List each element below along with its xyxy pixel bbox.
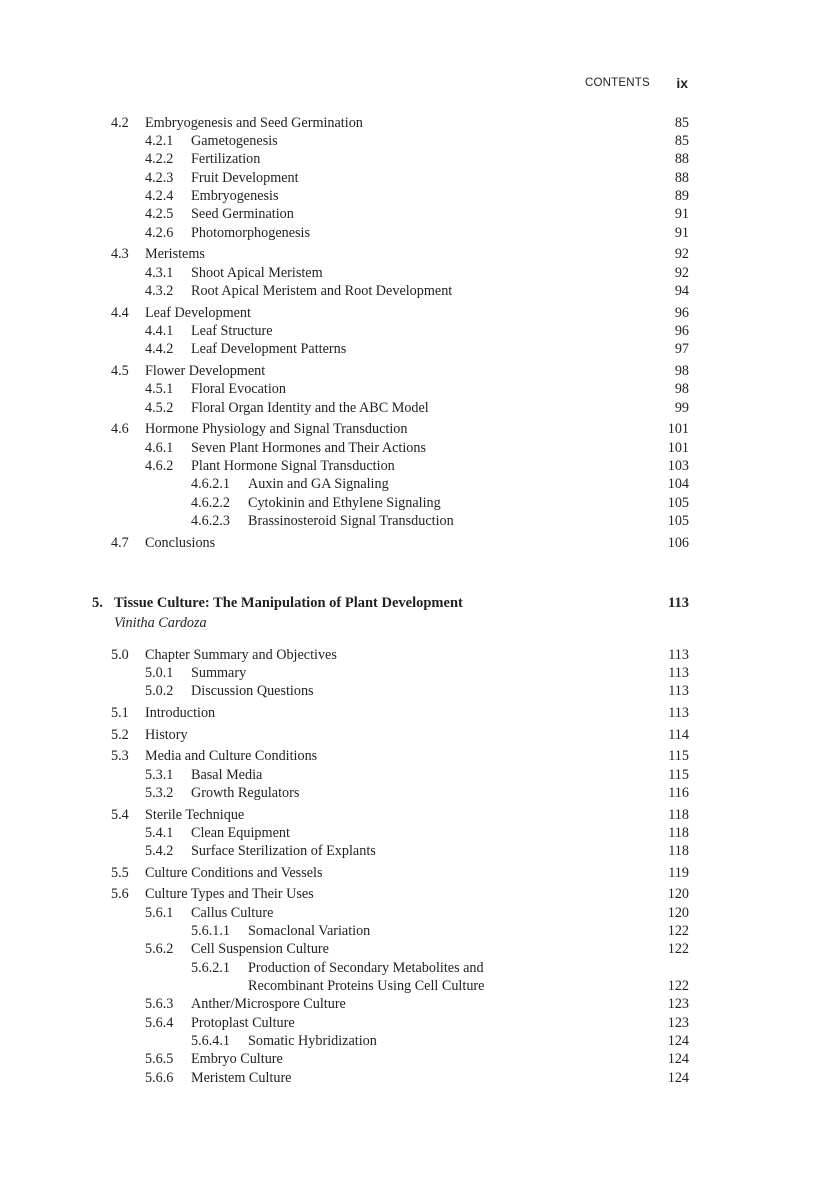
section-title: Callus Culture (191, 905, 274, 921)
section-title: Conclusions (145, 535, 216, 551)
toc-entry[interactable] (0, 340, 840, 358)
page-number: 101 (667, 421, 689, 437)
toc-entry[interactable] (0, 1032, 840, 1050)
section-number: 4.6.1 (145, 440, 174, 456)
toc-entry[interactable] (0, 150, 840, 168)
toc-entry[interactable] (0, 1014, 840, 1032)
toc-entry[interactable] (0, 224, 840, 242)
section-number: 4.3.2 (145, 283, 174, 299)
toc-entry[interactable] (0, 380, 840, 398)
page-number: 101 (667, 440, 689, 456)
section-title: Fertilization (191, 151, 261, 167)
section-number: 5.5 (111, 865, 129, 881)
folio-page-number: ix (676, 75, 688, 91)
section-number: 4.3.1 (145, 265, 174, 281)
toc-entry[interactable] (0, 977, 840, 995)
section-title: Leaf Development (145, 305, 251, 321)
section-number: 5.6.1 (145, 905, 174, 921)
section-number: 4.5.2 (145, 400, 174, 416)
section-title: Fruit Development (191, 170, 299, 186)
toc-entry[interactable] (0, 1069, 840, 1087)
page-number: 104 (667, 476, 689, 492)
section-number: 4.7 (111, 535, 129, 551)
section-title: Plant Hormone Signal Transduction (191, 458, 395, 474)
section-number: 4.5.1 (145, 381, 174, 397)
toc-entry[interactable] (0, 494, 840, 512)
toc-entry[interactable] (0, 704, 840, 722)
page-number: 106 (667, 535, 689, 551)
section-number: 4.6.2.1 (191, 476, 231, 492)
section-title: Discussion Questions (191, 683, 314, 699)
section-number: 5.0 (111, 647, 129, 663)
section-title: Meristems (145, 246, 205, 262)
section-number: 5.3 (111, 748, 129, 764)
section-title: Basal Media (191, 767, 263, 783)
toc-entry[interactable] (0, 362, 840, 380)
section-title: Root Apical Meristem and Root Development (191, 283, 453, 299)
section-title: Surface Sterilization of Explants (191, 843, 376, 859)
page-number: 120 (667, 886, 689, 902)
section-number: 5.6.1.1 (191, 923, 231, 939)
page-number: 85 (674, 115, 689, 131)
section-title: Leaf Development Patterns (191, 341, 347, 357)
section-title: Floral Evocation (191, 381, 286, 397)
section-number: 5. (92, 595, 103, 611)
page-number: 122 (667, 941, 689, 957)
page-number: 123 (667, 996, 689, 1012)
page-number: 124 (667, 1033, 689, 1049)
toc-entry[interactable] (0, 264, 840, 282)
toc-entry[interactable] (0, 187, 840, 205)
section-title: Protoplast Culture (191, 1015, 295, 1031)
section-number: 5.6.4 (145, 1015, 174, 1031)
section-title: Somaclonal Variation (248, 923, 371, 939)
section-number: 4.5 (111, 363, 129, 379)
section-title: Gametogenesis (191, 133, 278, 149)
section-title: Media and Culture Conditions (145, 748, 318, 764)
page-number: 98 (674, 363, 689, 379)
page-number: 113 (668, 647, 689, 663)
section-number: 5.6.6 (145, 1070, 174, 1086)
section-number: 5.6.2.1 (191, 960, 231, 976)
page-number: 124 (667, 1070, 689, 1086)
page-number: 116 (668, 785, 689, 801)
section-number: 5.4 (111, 807, 129, 823)
section-number: 4.4.1 (145, 323, 174, 339)
toc-entry[interactable] (0, 726, 840, 744)
toc-entry[interactable] (0, 132, 840, 150)
section-number: 5.6.5 (145, 1051, 174, 1067)
running-head (560, 76, 690, 92)
section-title: Auxin and GA Signaling (248, 476, 389, 492)
section-title: Tissue Culture: The Manipulation of Plant Development (114, 595, 463, 611)
toc-entry[interactable] (0, 922, 840, 940)
page-number: 113 (668, 683, 689, 699)
section-number: 4.2 (111, 115, 129, 131)
section-number: 5.6 (111, 886, 129, 902)
page-number: 118 (668, 807, 689, 823)
section-number: 4.6 (111, 421, 129, 437)
section-title: Summary (191, 665, 247, 681)
section-title: Leaf Structure (191, 323, 273, 339)
toc-entry[interactable] (0, 747, 840, 765)
toc-entry[interactable] (0, 959, 840, 977)
page-number: 97 (674, 341, 689, 357)
section-title: Recombinant Proteins Using Cell Culture (248, 978, 485, 994)
page-number: 89 (674, 188, 689, 204)
page-number: 105 (667, 495, 689, 511)
page-number: 96 (674, 305, 689, 321)
section-title: Meristem Culture (191, 1070, 292, 1086)
section-number: 5.6.4.1 (191, 1033, 231, 1049)
page-number: 92 (674, 246, 689, 262)
section-title: Shoot Apical Meristem (191, 265, 323, 281)
page-number: 91 (674, 225, 689, 241)
section-title: Clean Equipment (191, 825, 290, 841)
page-number: 123 (667, 1015, 689, 1031)
section-title: Seven Plant Hormones and Their Actions (191, 440, 426, 456)
page-number: 118 (668, 843, 689, 859)
toc-entry[interactable] (0, 842, 840, 860)
section-number: 5.4.1 (145, 825, 174, 841)
page-number: 85 (674, 133, 689, 149)
section-title: Embryogenesis and Seed Germination (145, 115, 363, 131)
toc-entry[interactable] (0, 646, 840, 664)
toc-chapter-entry[interactable] (0, 594, 840, 612)
toc-entry[interactable] (0, 824, 840, 842)
section-number: 5.2 (111, 727, 129, 743)
toc-entry[interactable] (0, 304, 840, 322)
toc-entry[interactable] (0, 114, 840, 132)
section-number: 5.0.2 (145, 683, 174, 699)
section-number: 4.2.4 (145, 188, 174, 204)
page-number: 96 (674, 323, 689, 339)
section-number: 5.4.2 (145, 843, 174, 859)
section-title: Production of Secondary Metabolites and (248, 960, 484, 976)
page-number: 115 (668, 748, 689, 764)
toc-entry[interactable] (0, 475, 840, 493)
section-title: Brassinosteroid Signal Transduction (248, 513, 454, 529)
section-number: 5.1 (111, 705, 129, 721)
page-number: 88 (674, 151, 689, 167)
toc-entry[interactable] (0, 512, 840, 530)
toc-entry[interactable] (0, 169, 840, 187)
section-title: Hormone Physiology and Signal Transduction (145, 421, 408, 437)
page-number: 99 (674, 400, 689, 416)
toc-entry[interactable] (0, 766, 840, 784)
toc-entry[interactable] (0, 457, 840, 475)
section-number: 4.2.5 (145, 206, 174, 222)
section-title: Introduction (145, 705, 216, 721)
section-number: 4.4.2 (145, 341, 174, 357)
section-number: 4.2.6 (145, 225, 174, 241)
toc-entry[interactable] (0, 904, 840, 922)
toc-entry[interactable] (0, 682, 840, 700)
page-number: 94 (674, 283, 689, 299)
section-title: Cytokinin and Ethylene Signaling (248, 495, 441, 511)
section-number: 5.3.1 (145, 767, 174, 783)
section-title: Embryogenesis (191, 188, 279, 204)
section-number: 4.2.2 (145, 151, 174, 167)
section-title: Growth Regulators (191, 785, 300, 801)
section-title: Cell Suspension Culture (191, 941, 329, 957)
section-number: 4.6.2.2 (191, 495, 231, 511)
toc-entry[interactable] (0, 399, 840, 417)
page-number: 105 (667, 513, 689, 529)
section-number: 5.3.2 (145, 785, 174, 801)
toc-entry[interactable] (0, 534, 840, 552)
toc-entry[interactable] (0, 282, 840, 300)
section-title: Seed Germination (191, 206, 294, 222)
toc-entry[interactable] (0, 205, 840, 223)
section-title: Somatic Hybridization (248, 1033, 377, 1049)
toc-entry[interactable] (0, 784, 840, 802)
section-number: 4.6.2.3 (191, 513, 231, 529)
toc-entry[interactable] (0, 864, 840, 882)
page-number: 119 (668, 865, 689, 881)
page-number: 91 (674, 206, 689, 222)
section-number: 4.4 (111, 305, 129, 321)
section-number: 4.2.3 (145, 170, 174, 186)
page-number: 114 (668, 727, 689, 743)
toc-entry[interactable] (0, 1050, 840, 1068)
page-number: 124 (667, 1051, 689, 1067)
section-title: Sterile Technique (145, 807, 245, 823)
page-number: 98 (674, 381, 689, 397)
page-number: 88 (674, 170, 689, 186)
toc-entry[interactable] (0, 439, 840, 457)
section-number: 4.2.1 (145, 133, 174, 149)
toc-entry[interactable] (0, 322, 840, 340)
page-number: 122 (667, 978, 689, 994)
page-number: 92 (674, 265, 689, 281)
section-title: Culture Types and Their Uses (145, 886, 314, 902)
section-title: Embryo Culture (191, 1051, 283, 1067)
page-number: 122 (667, 923, 689, 939)
page-number: 113 (668, 705, 689, 721)
section-title: Floral Organ Identity and the ABC Model (191, 400, 429, 416)
chapter-author: Vinitha Cardoza (114, 615, 207, 631)
toc-entry[interactable] (0, 420, 840, 438)
running-head-label: CONTENTS (585, 77, 650, 89)
section-number: 5.6.3 (145, 996, 174, 1012)
toc-entry[interactable] (0, 664, 840, 682)
section-title: Flower Development (145, 363, 266, 379)
page-number: 103 (667, 458, 689, 474)
section-number: 4.3 (111, 246, 129, 262)
section-number: 4.6.2 (145, 458, 174, 474)
toc-entry[interactable] (0, 995, 840, 1013)
section-title: Anther/Microspore Culture (191, 996, 346, 1012)
page-number: 120 (667, 905, 689, 921)
page-number: 115 (668, 767, 689, 783)
toc-entry[interactable] (0, 885, 840, 903)
toc-entry[interactable] (0, 940, 840, 958)
section-number: 5.6.2 (145, 941, 174, 957)
section-number: 5.0.1 (145, 665, 174, 681)
section-title: Culture Conditions and Vessels (145, 865, 323, 881)
page-number: 113 (668, 595, 689, 611)
page-number: 118 (668, 825, 689, 841)
section-title: Photomorphogenesis (191, 225, 311, 241)
section-title: History (145, 727, 188, 743)
section-title: Chapter Summary and Objectives (145, 647, 337, 663)
page-number: 113 (668, 665, 689, 681)
toc-entry[interactable] (0, 245, 840, 263)
toc-entry[interactable] (0, 806, 840, 824)
